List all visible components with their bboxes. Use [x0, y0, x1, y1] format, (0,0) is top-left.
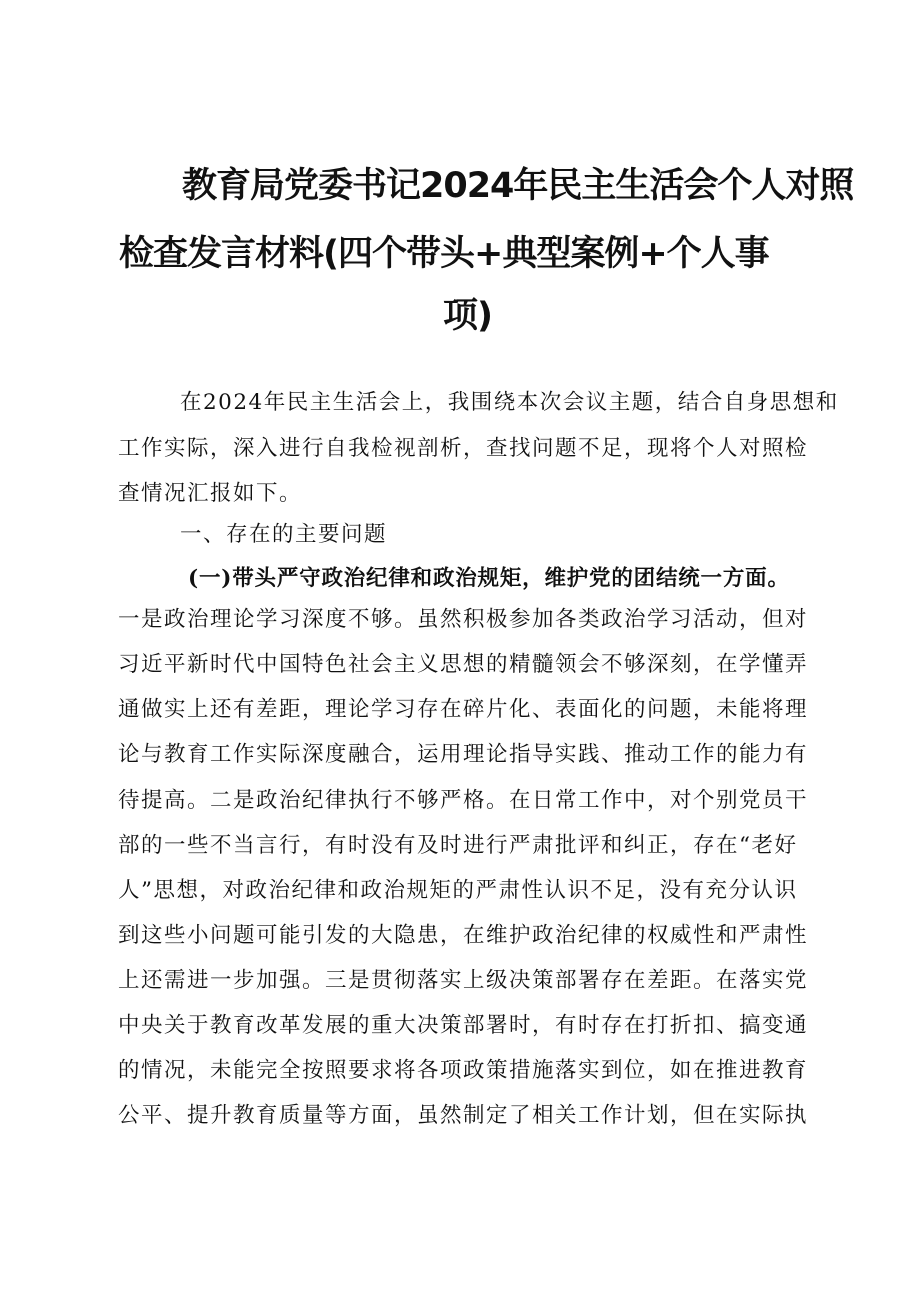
section-heading: 一、存在的主要问题	[180, 522, 388, 547]
body-line-10: 中央关于教育改革发展的重大决策部署时，有时存在打折扣、搞变通	[118, 1013, 809, 1038]
intro-line-1: 在2024年民主生活会上，我围绕本次会议主题，结合自身思想和	[180, 390, 839, 415]
document-title-line-1: 教育局党委书记2024年民主生活会个人对照	[182, 166, 854, 206]
intro-line-2: 工作实际，深入进行自我检视剖析，查找问题不足，现将个人对照检	[118, 436, 809, 461]
subsection-heading: (一)带头严守政治纪律和政治规矩，维护党的团结统一方面。	[188, 566, 790, 591]
body-line-7: 人”思想，对政治纪律和政治规矩的严肃性认识不足，没有充分认识	[118, 878, 798, 903]
document-title-line-3: 项)	[443, 296, 492, 336]
document-title-line-2: 检查发言材料(四个带头+典型案例+个人事	[119, 234, 769, 274]
body-line-2: 习近平新时代中国特色社会主义思想的精髓领会不够深刻，在学懂弄	[118, 652, 809, 677]
body-line-8: 到这些小问题可能引发的大隐患，在维护政治纪律的权威性和严肃性	[118, 923, 809, 948]
body-line-4: 论与教育工作实际深度融合，运用理论指导实践、推动工作的能力有	[118, 742, 809, 767]
body-line-11: 的情况，未能完全按照要求将各项政策措施落实到位，如在推进教育	[118, 1058, 809, 1083]
intro-line-3: 查情况汇报如下。	[118, 481, 303, 506]
body-line-5: 待提高。二是政治纪律执行不够严格。在日常工作中，对个别党员干	[118, 788, 809, 813]
body-line-12: 公平、提升教育质量等方面，虽然制定了相关工作计划，但在实际执	[118, 1103, 809, 1128]
body-line-1: 一是政治理论学习深度不够。虽然积极参加各类政治学习活动，但对	[118, 607, 809, 632]
body-line-9: 上还需进一步加强。三是贯彻落实上级决策部署存在差距。在落实党	[118, 968, 809, 993]
body-line-6: 部的一些不当言行，有时没有及时进行严肃批评和纠正，存在“老好	[118, 833, 798, 858]
body-line-3: 通做实上还有差距，理论学习存在碎片化、表面化的问题，未能将理	[118, 697, 809, 722]
